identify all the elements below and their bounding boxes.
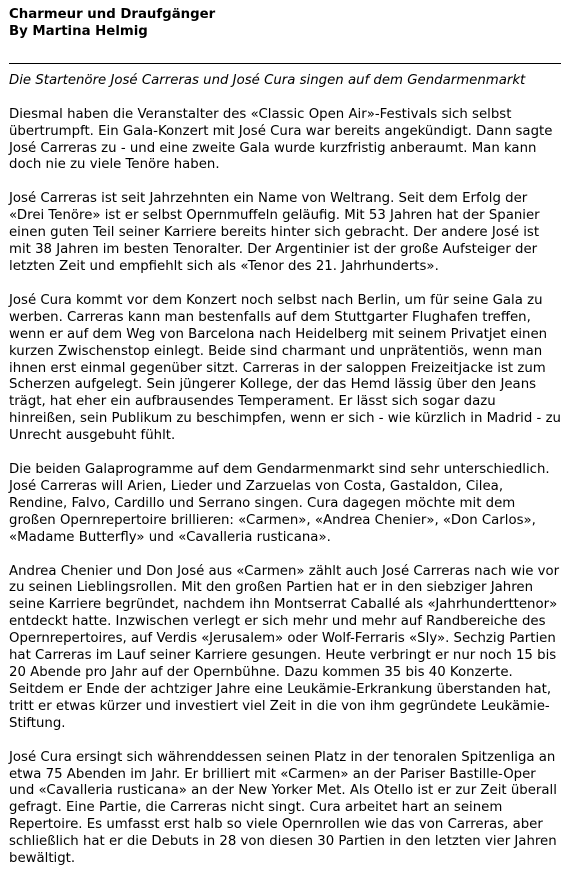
- article-title: Charmeur und Draufgänger: [9, 7, 216, 22]
- divider: [9, 63, 561, 64]
- paragraph-4: Die beiden Galaprogramme auf dem Gendarmenmarkt sind sehr unterschiedlich. José Carreras will Arien, Lieder und Zarzuelas von Costa, Gastaldon, Cilea, Rendine, Falvo, Cardillo und Serrano singen. Cura dagegen möchte mit dem großen Opernrepertoire brillieren: «Carmen», «Andrea Chenier», «Don Carlos», «Madame Butterfly» und «Cavalleria rusticana».: [9, 462, 550, 545]
- paragraph-3: José Cura kommt vor dem Konzert noch selbst nach Berlin, um für seine Gala zu werben. Carreras kann man bestenfalls auf dem Stuttgarter Flughafen treffen, wenn er auf dem Weg von Barcelona nach Heidelberg mit seinem Privatjet einen kurzen Zwischenstop einlegt. Beide sind charmant und unprätentiös, wenn man ihnen erst einmal gegenüber sitzt. Carreras in der saloppen Freizeitjacke ist zum Scherzen aufgelegt. Sein jüngerer Kollege, der das Hemd lässig über den Jeans trägt, hat eher ein aufbrausendes Temperament. Er lässt sich sogar dazu hinreißen, sein Publikum zu beschimpfen, wenn er sich - wie kürzlich in Madrid - zu Unrecht ausgebuht fühlt.: [9, 292, 561, 444]
- paragraph-2: José Carreras ist seit Jahrzehnten ein Name von Weltrang. Seit dem Erfolg der «Drei Tenöre» ist er selbst Opernmuffeln geläufig. Mit 53 Jahren hat der Spanier einen guten Teil seiner Karriere bereits hinter sich gebracht. Der andere José ist mit 38 Jahren im besten Tenoralter. Der Argentinier ist der große Aufsteiger der letzten Zeit und empfiehlt sich als «Tenor des 21. Jahrhunderts».: [9, 191, 540, 274]
- article: [9, 7, 561, 868]
- article-subtitle: Die Startenöre José Carreras und José Cura singen auf dem Gendarmenmarkt: [9, 72, 526, 88]
- article-byline: By Martina Helmig: [9, 23, 148, 39]
- paragraph-1: Diesmal haben die Veranstalter des «Classic Open Air»-Festivals sich selbst übertrumpft. Ein Gala-Konzert mit José Cura war bereits angekündigt. Dann sagte José Carreras zu - und eine zweite Gala wurde kurzfristig anberaumt. Man kann doch nie zu viele Tenöre haben.: [9, 106, 553, 173]
- paragraph-5: Andrea Chenier und Don José aus «Carmen» zählt auch José Carreras nach wie vor zu seinen Lieblingsrollen. Mit den großen Partien hat er in den siebziger Jahren seine Karriere begründet, nachdem ihn Montserrat Caballé als «Jahrhunderttenor» entdeckt hatte. Inzwischen verlegt er sich mehr und mehr auf Randbereiche des Opernrepertoires, auf Verdis «Jerusalem» oder Wolf-Ferraris «Sly». Sechzig Partien hat Carreras im Lauf seiner Karriere gesungen. Heute verbringt er nur noch 15 bis 20 Abende pro Jahr auf der Opernbühne. Dazu kommen 35 bis 40 Konzerte. Seitdem er Ende der achtziger Jahre eine Leukämie-Erkrankung überstanden hat, tritt er etwas kürzer und investiert viel Zeit in die von ihm gegründete Leukämie-Stiftung.: [9, 563, 560, 731]
- paragraph-6: José Cura ersingt sich währenddessen seinen Platz in der tenoralen Spitzenliga an etwa 75 Abenden im Jahr. Er brilliert mit «Carmen» an der Pariser Bastille-Oper und «Cavalleria rusticana» an der New Yorker Met. Als Otello ist er zur Zeit überall gefragt. Eine Partie, die Carreras nicht singt. Cura arbeitet hart an seinem Repertoire. Es umfasst erst halb so viele Opernrollen wie das von Carreras, aber schließlich hat er die Debuts in 28 von diesen 30 Partien in den letzten vier Jahren bewältigt.: [9, 749, 557, 867]
